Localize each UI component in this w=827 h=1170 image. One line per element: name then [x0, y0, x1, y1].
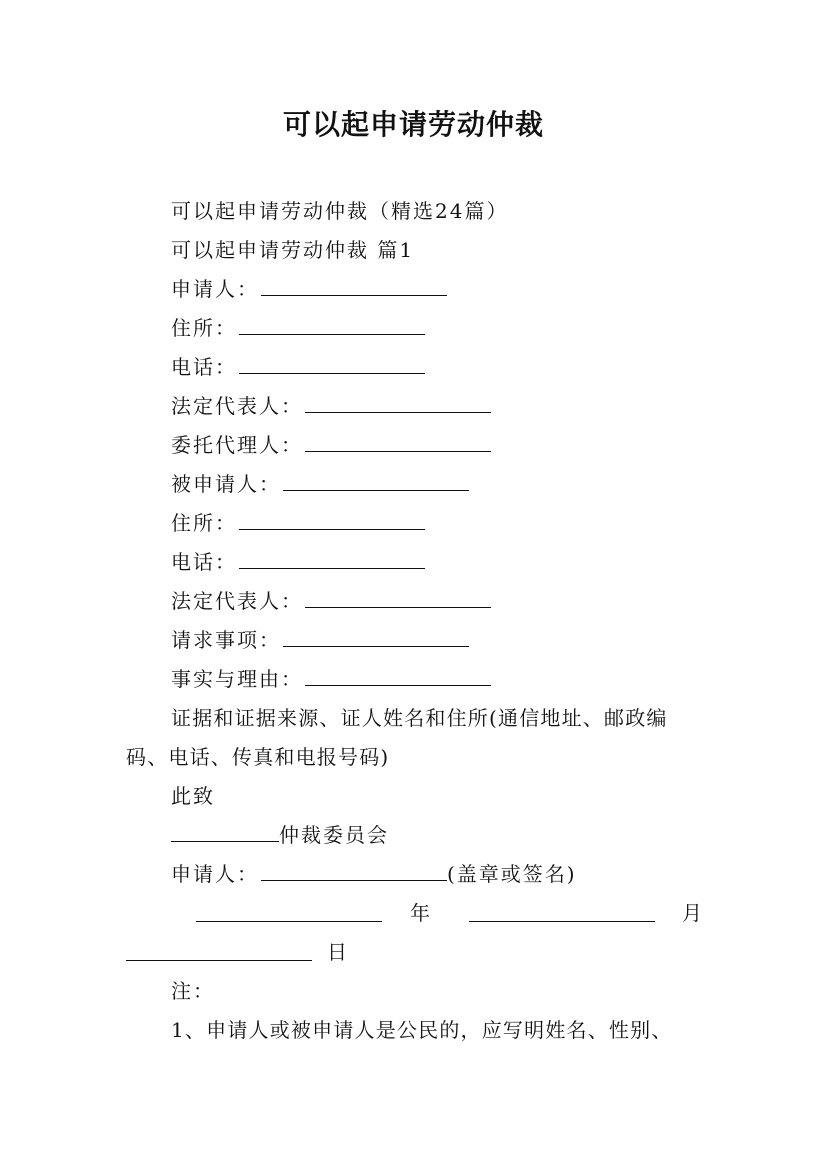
salutation: 此致	[171, 784, 215, 808]
committee-row	[171, 821, 389, 849]
signature-blank	[261, 860, 447, 881]
respondent-row	[171, 470, 469, 498]
phone2-row	[171, 548, 425, 576]
legal-rep2-label: 法定代表人：	[171, 589, 303, 613]
committee-blank	[171, 821, 279, 842]
applicant-blank	[261, 275, 447, 296]
phone1-label: 电话：	[171, 355, 237, 379]
address2-row	[171, 509, 425, 537]
day-label: 日	[327, 940, 347, 964]
phone2-label: 电话：	[171, 550, 237, 574]
legal-rep2-blank	[305, 587, 491, 608]
facts-blank	[305, 665, 491, 686]
section-heading: 可以起申请劳动仲裁 篇1	[171, 238, 415, 262]
legal-rep1-row	[171, 392, 491, 420]
applicant-row	[171, 275, 447, 303]
year-blank	[196, 921, 382, 922]
signature-suffix: (盖章或签名)	[447, 862, 577, 886]
facts-label: 事实与理由：	[171, 667, 303, 691]
document-title: 可以起申请劳动仲裁	[282, 108, 544, 141]
facts-row	[171, 665, 491, 693]
signature-label: 申请人：	[171, 862, 259, 886]
evidence-line-1: 证据和证据来源、证人姓名和住所(通信地址、邮政编	[171, 706, 668, 730]
legal-rep2-row	[171, 587, 491, 615]
claims-row	[171, 626, 469, 654]
note-1: 1、申请人或被申请人是公民的，应写明姓名、性别、	[171, 1018, 673, 1042]
agent-label: 委托代理人：	[171, 433, 303, 457]
month-blank	[469, 921, 655, 922]
respondent-label: 被申请人：	[171, 472, 281, 496]
evidence-line-2: 码、电话、传真和电报号码)	[126, 745, 390, 769]
address1-blank	[239, 314, 425, 335]
applicant-label: 申请人：	[171, 277, 259, 301]
address1-row	[171, 314, 425, 342]
address1-label: 住所：	[171, 316, 237, 340]
legal-rep1-blank	[305, 392, 491, 413]
address2-label: 住所：	[171, 511, 237, 535]
phone2-blank	[239, 548, 425, 569]
address2-blank	[239, 509, 425, 530]
day-blank	[126, 960, 312, 961]
claims-label: 请求事项：	[171, 628, 281, 652]
note-label: 注：	[171, 979, 215, 1003]
agent-row	[171, 431, 491, 459]
committee-label: 仲裁委员会	[279, 823, 389, 847]
signature-row	[171, 860, 577, 888]
subtitle: 可以起申请劳动仲裁（精选24篇）	[171, 199, 509, 223]
respondent-blank	[283, 470, 469, 491]
phone1-row	[171, 353, 425, 381]
month-label: 月	[682, 901, 702, 925]
year-label: 年	[410, 901, 430, 925]
agent-blank	[305, 431, 491, 452]
legal-rep1-label: 法定代表人：	[171, 394, 303, 418]
claims-blank	[283, 626, 469, 647]
phone1-blank	[239, 353, 425, 374]
